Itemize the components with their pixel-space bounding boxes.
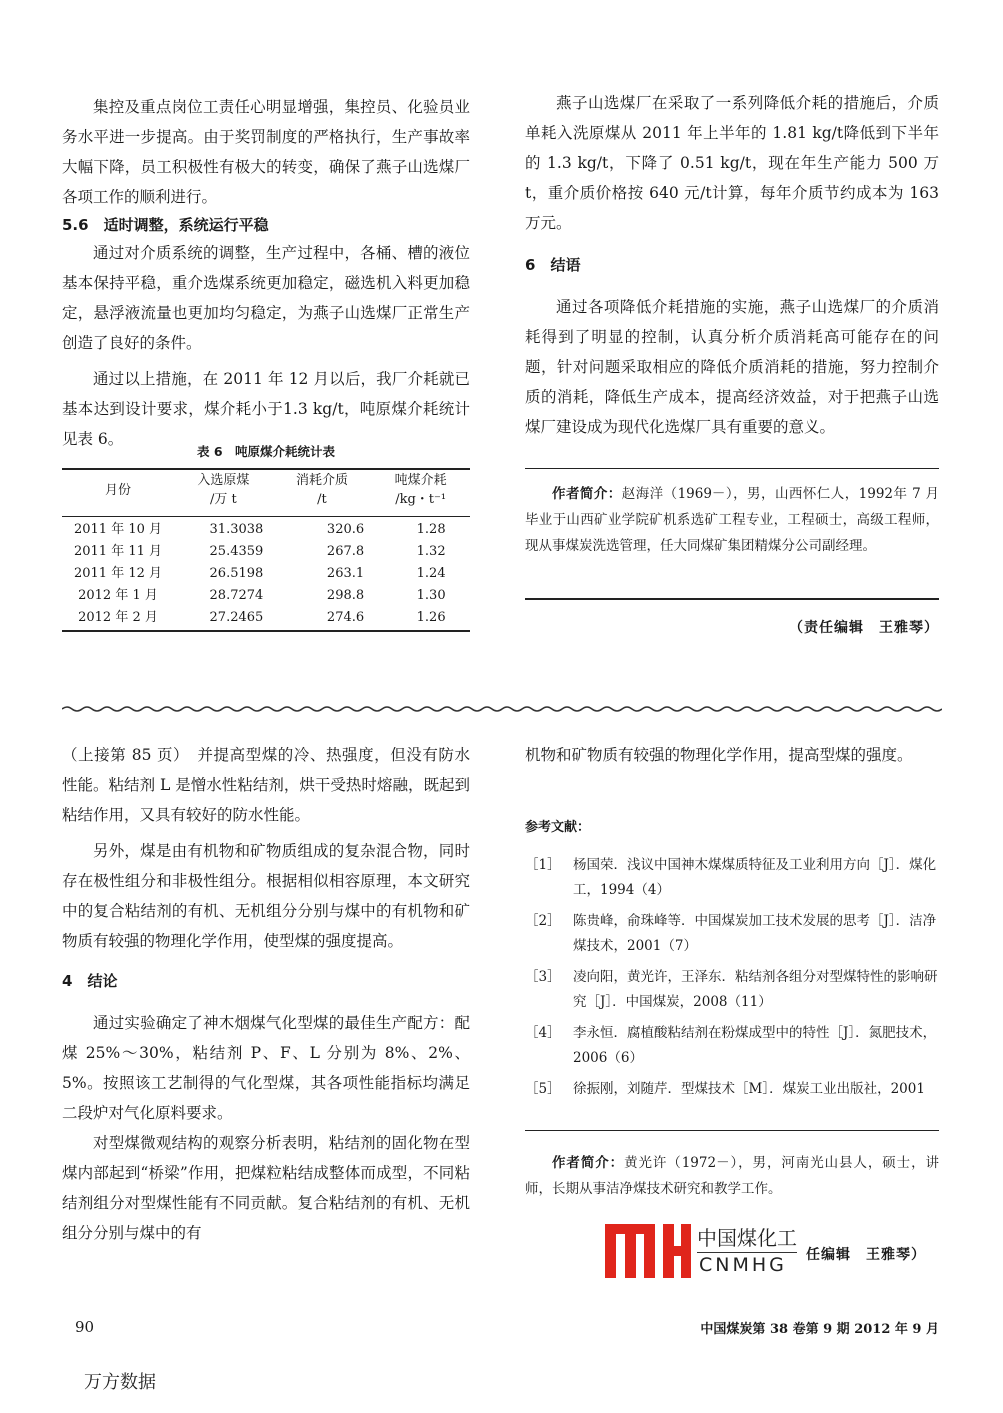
table-cell: 31.3038 bbox=[209, 522, 264, 537]
wavy-divider bbox=[62, 705, 942, 713]
table-bottom-rule bbox=[62, 630, 470, 632]
table-body-grid bbox=[62, 519, 470, 629]
references-list bbox=[525, 853, 939, 1108]
reference-item bbox=[525, 1021, 939, 1071]
journal-info: 中国煤炭第 38 卷第 9 期 2012 年 9 月 bbox=[700, 1322, 939, 1337]
logo-english-text: CNMHG bbox=[699, 1254, 787, 1276]
paragraph: 另外，煤是由有机物和矿物质组成的复杂混合物，同时存在极性组分和非极性组分。根据相似相容原理，本文研究中的复合粘结剂的有机、无机组分分别与煤中的有机物和矿物质有较强的物理化学作用，使型煤的强度提高。 bbox=[62, 842, 470, 950]
cnmhg-logo bbox=[605, 1222, 815, 1282]
table-cell: 2011 年 10 月 bbox=[73, 522, 163, 537]
table-header-cell: 入选原煤 bbox=[197, 473, 250, 488]
references-title: 参考文献： bbox=[525, 820, 591, 835]
table-header-cell: 消耗介质 bbox=[295, 473, 348, 488]
reference-item bbox=[525, 909, 939, 959]
table-top-rule bbox=[62, 468, 470, 470]
reference-number: ［1］ bbox=[525, 857, 561, 873]
paragraph: 通过以上措施，在 2011 年 12 月以后，我厂介耗就已基本达到设计要求，煤介耗小于1.3 kg/t，吨原煤介耗统计见表 6。 bbox=[62, 370, 470, 448]
table-row bbox=[62, 607, 470, 629]
logo-chinese-text: 中国煤化工 bbox=[697, 1222, 797, 1253]
paragraph: 集控及重点岗位工责任心明显增强，集控员、化验员业务水平进一步提高。由于奖罚制度的严格执行，生产事故率大幅下降，员工积极性有极大的转变，确保了燕子山选煤厂各项工作的顺利进行。 bbox=[62, 98, 470, 206]
wavy-line bbox=[62, 707, 942, 711]
paragraph: 机物和矿物质有较强的物理化学作用，提高型煤的强度。 bbox=[525, 746, 913, 764]
data-table bbox=[62, 472, 470, 510]
paragraph: 通过实验确定了神木烟煤气化型煤的最佳生产配方：配煤 25%～30%，粘结剂 P、F、L 分别为 8%、2%、5%。按照该工艺制得的气化型煤，其各项性能指标均满足二段炉对气化原料要求。 bbox=[62, 1014, 470, 1122]
reference-number: ［2］ bbox=[525, 913, 561, 929]
reference-item bbox=[525, 853, 939, 903]
mh-logo-mark-icon bbox=[605, 1222, 691, 1280]
paragraph: 燕子山选煤厂在采取了一系列降低介耗的措施后，介质单耗入洗原煤从 2011 年上半年的 1.81 kg/t降低到下半年的 1.3 kg/t，下降了 0.51 kg/t，现在年生产能力 500 万 t，重介质价格按 640 元/t计算，每年介质节约成本为 163 万元。 bbox=[525, 94, 939, 232]
reference-item bbox=[525, 1077, 939, 1102]
table-unit-cell: /万 t bbox=[209, 492, 237, 507]
table-cell: 263.1 bbox=[326, 566, 365, 581]
author2-top-rule bbox=[525, 1130, 939, 1131]
table-cell: 2012 年 1 月 bbox=[78, 588, 158, 603]
table-unit-cell: /kg・t⁻¹ bbox=[395, 492, 447, 507]
paragraph: 通过对介质系统的调整，生产过程中，各桶、槽的液位基本保持平稳，重介选煤系统更加稳定，磁选机入料更加稳定，悬浮液流量也更加均匀稳定，为燕子山选煤厂正常生产创造了良好的条件。 bbox=[62, 244, 470, 352]
reference-number: ［4］ bbox=[525, 1025, 561, 1041]
table-cell: 1.26 bbox=[416, 610, 446, 625]
table-cell: 1.30 bbox=[416, 588, 446, 603]
table-header-cell: 月份 bbox=[104, 483, 131, 498]
author-top-rule bbox=[525, 468, 939, 469]
reference-text: 凌向阳，黄光许，王泽东．粘结剂各组分对型煤特性的影响研究［J］．中国煤炭，2008（11） bbox=[573, 969, 938, 1010]
section-heading: 4 结论 bbox=[62, 972, 118, 990]
table-header-row bbox=[62, 472, 470, 490]
reference-text: 徐振刚，刘随芹．型煤技术［M］．煤炭工业出版社，2001 bbox=[573, 1081, 925, 1097]
continued-note: （上接第 85 页） bbox=[62, 746, 182, 764]
table-row bbox=[62, 519, 470, 541]
table-row bbox=[62, 563, 470, 585]
table-cell: 1.28 bbox=[416, 522, 446, 537]
table-cell: 28.7274 bbox=[209, 588, 264, 603]
reference-item bbox=[525, 965, 939, 1015]
author-bio-2 bbox=[525, 1150, 939, 1202]
reference-text: 杨国荣．浅议中国神木煤煤质特征及工业利用方向［J］．煤化工，1994（4） bbox=[573, 857, 937, 898]
author-label: 作者简介： bbox=[552, 486, 622, 502]
section-heading: 5.6 适时调整，系统运行平稳 bbox=[62, 216, 269, 234]
table-cell: 1.24 bbox=[416, 566, 446, 581]
table-cell: 25.4359 bbox=[209, 544, 264, 559]
section-heading: 6 结语 bbox=[525, 256, 581, 274]
table-cell: 2011 年 11 月 bbox=[73, 544, 163, 559]
table-caption: 表 6 吨原煤介耗统计表 bbox=[196, 444, 336, 459]
reference-number: ［3］ bbox=[525, 969, 561, 985]
page-number: 90 bbox=[75, 1318, 95, 1336]
table-cell: 26.5198 bbox=[209, 566, 264, 581]
top-left-column bbox=[62, 92, 470, 454]
table-row bbox=[62, 585, 470, 607]
top-right-column bbox=[525, 88, 939, 442]
author-label: 作者简介： bbox=[552, 1155, 625, 1171]
author-text: 黄光许（1972－），男，河南光山县人，硕士，讲师，长期从事洁净煤技术研究和教学工作。 bbox=[525, 1155, 939, 1197]
table-body bbox=[62, 519, 470, 629]
paragraph: （上接第 85 页） 并提高型煤的冷、热强度，但没有防水性能。粘结剂 L 是憎水性粘结剂，烘干受热时熔融，既起到粘结作用，又具有较好的防水性能。 bbox=[62, 746, 470, 824]
table-unit-cell: /t bbox=[317, 492, 327, 507]
table-cell: 320.6 bbox=[326, 522, 365, 537]
table-cell: 274.6 bbox=[326, 610, 365, 625]
table-cell: 267.8 bbox=[326, 544, 365, 559]
table-cell: 27.2465 bbox=[209, 610, 264, 625]
table-cell: 1.32 bbox=[416, 544, 446, 559]
bottom-right-column bbox=[525, 740, 939, 770]
table-header-rule bbox=[62, 516, 470, 517]
author-bio bbox=[525, 481, 939, 559]
reference-text: 李永恒．腐植酸粘结剂在粉煤成型中的特性［J］．氮肥技术，2006（6） bbox=[573, 1025, 937, 1066]
table-cell: 2011 年 12 月 bbox=[73, 566, 163, 581]
author-text: 赵海洋（1969－），男，山西怀仁人，1992年 7 月毕业于山西矿业学院矿机系选矿工程专业，工程硕士，高级工程师，现从事煤炭洗选管理，任大同煤矿集团精煤分公司副经理。 bbox=[525, 486, 939, 554]
table-cell: 2012 年 2 月 bbox=[78, 610, 158, 625]
table-header-cell: 吨煤介耗 bbox=[394, 473, 447, 488]
paragraph: 对型煤微观结构的观察分析表明，粘结剂的固化物在型煤内部起到“桥梁”作用，把煤粒粘结成整体而成型，不同粘结剂组分对型煤性能有不同贡献。复合粘结剂的有机、无机组分分别与煤中的有 bbox=[62, 1134, 470, 1242]
bottom-left-column bbox=[62, 740, 470, 1248]
table-cell: 298.8 bbox=[326, 588, 365, 603]
paragraph: 通过各项降低介耗措施的实施，燕子山选煤厂的介质消耗得到了明显的控制，认真分析介质消耗高可能存在的问题，针对问题采取相应的降低介质消耗的措施，努力控制介质的消耗，降低生产成本，提高经济效益，对于把燕子山选煤厂建设成为现代化选煤厂具有重要的意义。 bbox=[525, 298, 939, 436]
table bbox=[62, 472, 470, 510]
reference-number: ［5］ bbox=[525, 1081, 561, 1097]
reference-text: 陈贵峰，俞珠峰等．中国煤炭加工技术发展的思考［J］．洁净煤技术，2001（7） bbox=[573, 913, 937, 954]
table-row bbox=[62, 541, 470, 563]
responsible-editor: （责任编辑 王雅琴） bbox=[789, 620, 939, 636]
wanfang-watermark: 万方数据 bbox=[84, 1372, 156, 1393]
author-bottom-rule bbox=[525, 598, 939, 600]
responsible-editor-2: 任编辑 王雅琴） bbox=[806, 1247, 926, 1263]
